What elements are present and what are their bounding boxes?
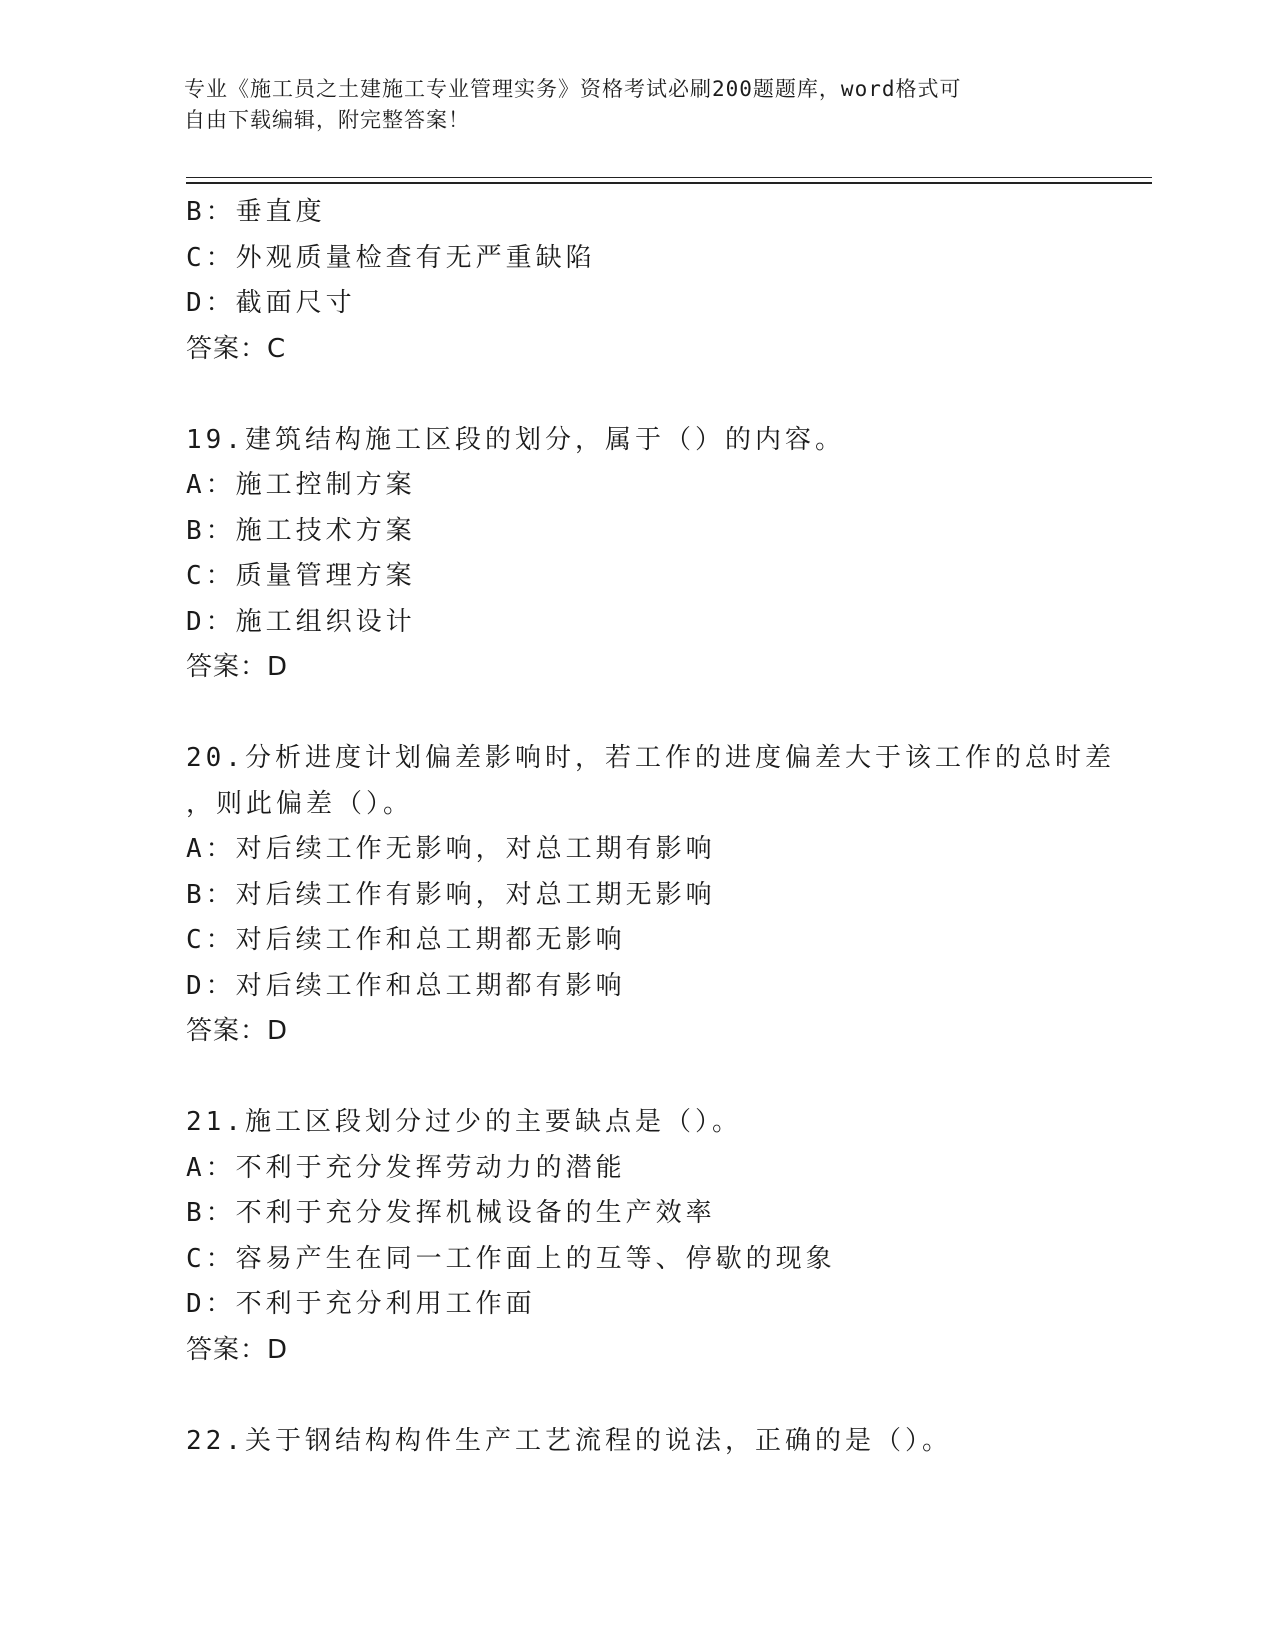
header-line-1: 专业《施工员之土建施工专业管理实务》资格考试必刷200题题库，word格式可 xyxy=(184,77,962,101)
q21-question: 21.施工区段划分过少的主要缺点是（）。 xyxy=(186,1107,742,1137)
q22-question: 22.关于钢结构构件生产工艺流程的说法，正确的是（）。 xyxy=(186,1425,952,1456)
q20-option-d: D：对后续工作和总工期都有影响 xyxy=(186,970,626,1001)
q19-option-c: C：质量管理方案 xyxy=(186,561,416,591)
q19-option-b: B：施工技术方案 xyxy=(186,515,416,546)
q20-question-line-2: ，则此偏差（）。 xyxy=(186,788,414,819)
q20-question-line-1: 20.分析进度计划偏差影响时，若工作的进度偏差大于该工作的总时差 xyxy=(186,743,1115,773)
spacer xyxy=(186,1373,1086,1419)
q18-answer: 答案：C xyxy=(186,333,287,364)
document-header xyxy=(184,74,1064,136)
q18-option-b: B：垂直度 xyxy=(186,197,326,227)
q21-option-d: D：不利于充分利用工作面 xyxy=(186,1289,536,1319)
q20-option-a: A：对后续工作无影响，对总工期有影响 xyxy=(186,834,716,864)
q20-option-c: C：对后续工作和总工期都无影响 xyxy=(186,925,626,955)
header-divider-thin xyxy=(186,177,1152,178)
q19-answer: 答案：D xyxy=(186,652,289,682)
spacer xyxy=(186,1055,1086,1101)
q19-option-d: D：施工组织设计 xyxy=(186,606,416,637)
q20-answer: 答案：D xyxy=(186,1016,289,1046)
q19-option-a: A：施工控制方案 xyxy=(186,470,416,500)
q18-option-c: C：外观质量检查有无严重缺陷 xyxy=(186,242,596,273)
header-divider-thick xyxy=(186,182,1152,184)
q19-question: 19.建筑结构施工区段的划分，属于（）的内容。 xyxy=(186,424,845,455)
question-list xyxy=(186,190,1115,1464)
header-line-2: 自由下载编辑，附完整答案！ xyxy=(184,108,470,132)
q18-option-d: D：截面尺寸 xyxy=(186,288,356,318)
q21-option-b: B：不利于充分发挥机械设备的生产效率 xyxy=(186,1198,716,1228)
spacer xyxy=(186,691,1086,737)
q21-option-c: C：容易产生在同一工作面上的互等、停歇的现象 xyxy=(186,1243,836,1274)
q21-answer: 答案：D xyxy=(186,1334,289,1365)
q21-option-a: A：不利于充分发挥劳动力的潜能 xyxy=(186,1152,626,1183)
q20-option-b: B：对后续工作有影响，对总工期无影响 xyxy=(186,879,716,910)
spacer xyxy=(186,372,1086,418)
